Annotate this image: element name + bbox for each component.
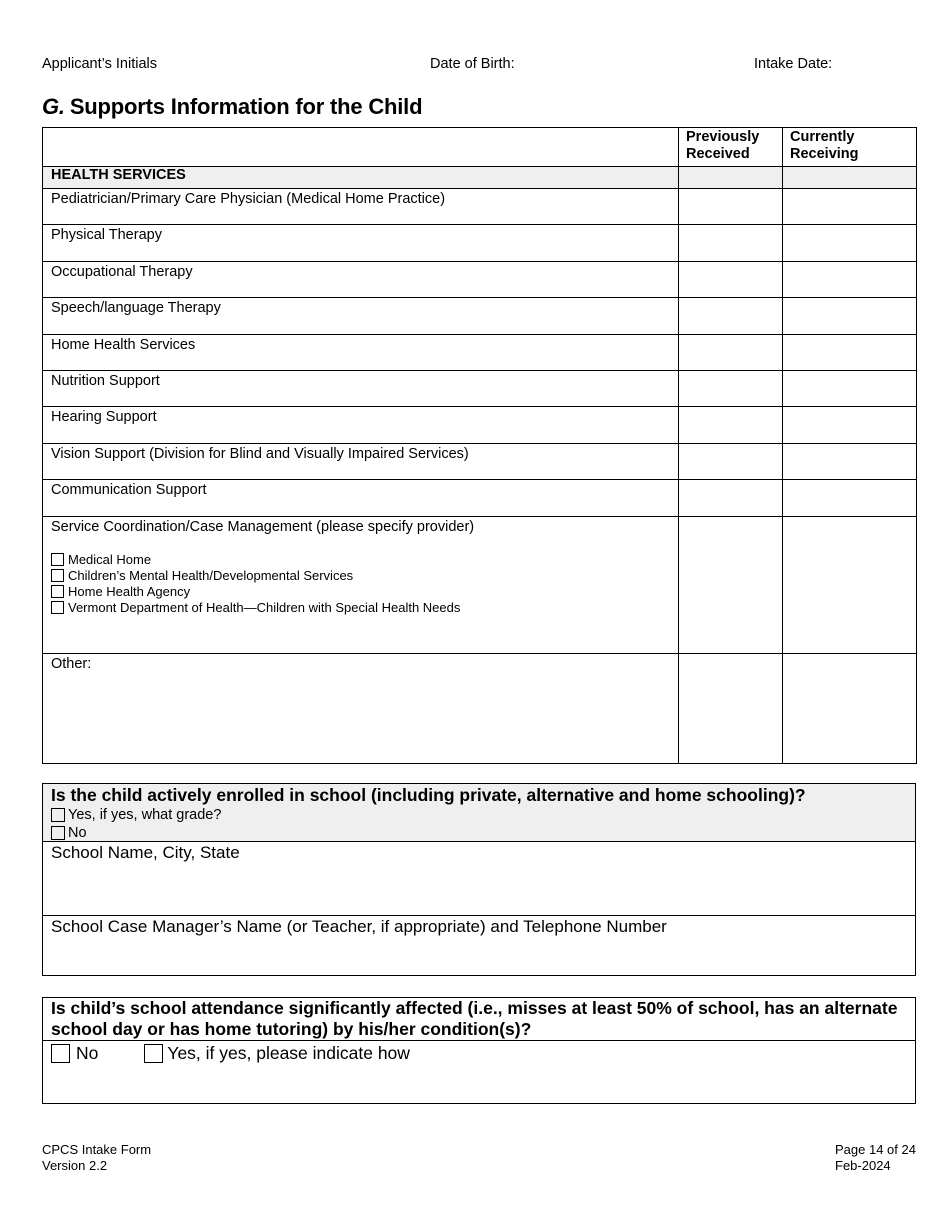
column-header-currently-receiving: Currently Receiving xyxy=(783,128,917,167)
category-row xyxy=(43,167,917,189)
service-label: Home Health Services xyxy=(43,334,679,370)
service-label: Communication Support xyxy=(43,480,679,516)
table-row xyxy=(43,334,917,370)
previously-received-cell[interactable] xyxy=(679,334,783,370)
attendance-options xyxy=(43,1041,915,1064)
footer-form-name: CPCS Intake Form xyxy=(42,1142,152,1157)
footer-version: Version 2.2 xyxy=(42,1158,108,1173)
school-enrollment-box xyxy=(42,783,916,976)
section-letter: G. xyxy=(42,94,65,119)
applicant-initials-label: Applicant’s Initials xyxy=(42,56,157,72)
checkbox-icon[interactable] xyxy=(51,808,65,822)
school-enrollment-question: Is the child actively enrolled in school (including private, alternative and home schooling)? xyxy=(51,785,806,805)
checkbox-icon[interactable] xyxy=(51,553,64,566)
service-label: Speech/language Therapy xyxy=(43,298,679,334)
other-row xyxy=(43,653,917,763)
header-blank-cell xyxy=(43,128,679,167)
enrolled-no-option[interactable] xyxy=(51,824,907,842)
school-name-field[interactable] xyxy=(43,842,915,916)
table-row xyxy=(43,480,917,516)
enrolled-yes-label: Yes, if yes, what grade? xyxy=(68,807,222,823)
checkbox-icon[interactable] xyxy=(51,569,64,582)
service-label: Physical Therapy xyxy=(43,225,679,261)
currently-receiving-cell[interactable] xyxy=(783,516,917,653)
service-label: Occupational Therapy xyxy=(43,261,679,297)
service-label: Vision Support (Division for Blind and Visually Impaired Services) xyxy=(43,443,679,479)
provider-option[interactable] xyxy=(51,584,670,600)
previously-received-cell[interactable] xyxy=(679,225,783,261)
previously-received-cell[interactable] xyxy=(679,480,783,516)
service-coordination-label: Service Coordination/Case Management (please specify provider) xyxy=(51,518,475,535)
enrolled-no-label: No xyxy=(68,825,87,841)
currently-receiving-cell[interactable] xyxy=(783,407,917,443)
table-header-row xyxy=(43,128,917,167)
currently-receiving-cell[interactable] xyxy=(783,480,917,516)
attendance-box xyxy=(42,997,916,1104)
service-label: Nutrition Support xyxy=(43,370,679,406)
footer-date: Feb-2024 xyxy=(835,1158,891,1173)
category-cell-current xyxy=(783,167,917,189)
column-header-previously-received: Previously Received xyxy=(679,128,783,167)
checkbox-icon[interactable] xyxy=(51,1044,70,1063)
school-name-label: School Name, City, State xyxy=(51,843,240,862)
currently-receiving-cell[interactable] xyxy=(783,261,917,297)
case-manager-label: School Case Manager’s Name (or Teacher, if appropriate) and Telephone Number xyxy=(51,917,667,936)
service-label: Pediatrician/Primary Care Physician (Medical Home Practice) xyxy=(43,189,679,225)
provider-option-label: Medical Home xyxy=(68,551,152,567)
enrolled-yes-option[interactable] xyxy=(51,806,907,824)
section-title-text: Supports Information for the Child xyxy=(69,94,423,119)
service-coordination-row xyxy=(43,516,917,653)
other-label[interactable]: Other: xyxy=(43,653,679,763)
date-of-birth-label: Date of Birth: xyxy=(430,56,515,72)
table-row xyxy=(43,225,917,261)
checkbox-icon[interactable] xyxy=(51,601,64,614)
school-enrollment-question-block xyxy=(43,784,915,842)
case-manager-field[interactable] xyxy=(43,916,915,975)
previously-received-cell[interactable] xyxy=(679,370,783,406)
table-row xyxy=(43,407,917,443)
currently-receiving-cell[interactable] xyxy=(783,189,917,225)
previously-received-cell[interactable] xyxy=(679,516,783,653)
category-label: HEALTH SERVICES xyxy=(43,167,679,189)
table-row xyxy=(43,443,917,479)
checkbox-icon[interactable] xyxy=(144,1044,163,1063)
footer-left xyxy=(42,1142,151,1174)
previously-received-cell[interactable] xyxy=(679,653,783,763)
table-row xyxy=(43,298,917,334)
provider-checkbox-list xyxy=(51,552,670,616)
previously-received-cell[interactable] xyxy=(679,189,783,225)
table-row xyxy=(43,189,917,225)
provider-option[interactable] xyxy=(51,600,670,616)
service-label: Hearing Support xyxy=(43,407,679,443)
attendance-yes-option[interactable] xyxy=(144,1043,410,1064)
provider-option[interactable] xyxy=(51,552,670,568)
currently-receiving-cell[interactable] xyxy=(783,225,917,261)
currently-receiving-cell[interactable] xyxy=(783,653,917,763)
provider-option[interactable] xyxy=(51,568,670,584)
provider-option-label: Children’s Mental Health/Developmental Services xyxy=(68,567,354,583)
currently-receiving-cell[interactable] xyxy=(783,443,917,479)
attendance-no-option[interactable] xyxy=(51,1043,98,1064)
section-title xyxy=(42,94,422,120)
currently-receiving-cell[interactable] xyxy=(783,370,917,406)
service-coordination-cell xyxy=(43,516,679,653)
table-row xyxy=(43,370,917,406)
provider-option-label: Vermont Department of Health—Children with Special Health Needs xyxy=(68,599,461,615)
currently-receiving-cell[interactable] xyxy=(783,334,917,370)
provider-option-label: Home Health Agency xyxy=(68,583,191,599)
previously-received-cell[interactable] xyxy=(679,298,783,334)
footer-page-number: Page 14 of 24 xyxy=(835,1142,916,1157)
previously-received-cell[interactable] xyxy=(679,407,783,443)
checkbox-icon[interactable] xyxy=(51,585,64,598)
category-cell-previous xyxy=(679,167,783,189)
previously-received-cell[interactable] xyxy=(679,261,783,297)
attendance-no-label: No xyxy=(76,1043,99,1063)
attendance-yes-label: Yes, if yes, please indicate how xyxy=(167,1043,410,1063)
supports-table xyxy=(42,127,917,764)
attendance-question: Is child’s school attendance significantly affected (i.e., misses at least 50% of school, has an alternate school day or has home tutoring) by his/her condition(s)? xyxy=(43,998,915,1041)
table-row xyxy=(43,261,917,297)
intake-date-label: Intake Date: xyxy=(754,56,833,72)
previously-received-cell[interactable] xyxy=(679,443,783,479)
checkbox-icon[interactable] xyxy=(51,826,65,840)
currently-receiving-cell[interactable] xyxy=(783,298,917,334)
footer-right xyxy=(835,1142,916,1174)
